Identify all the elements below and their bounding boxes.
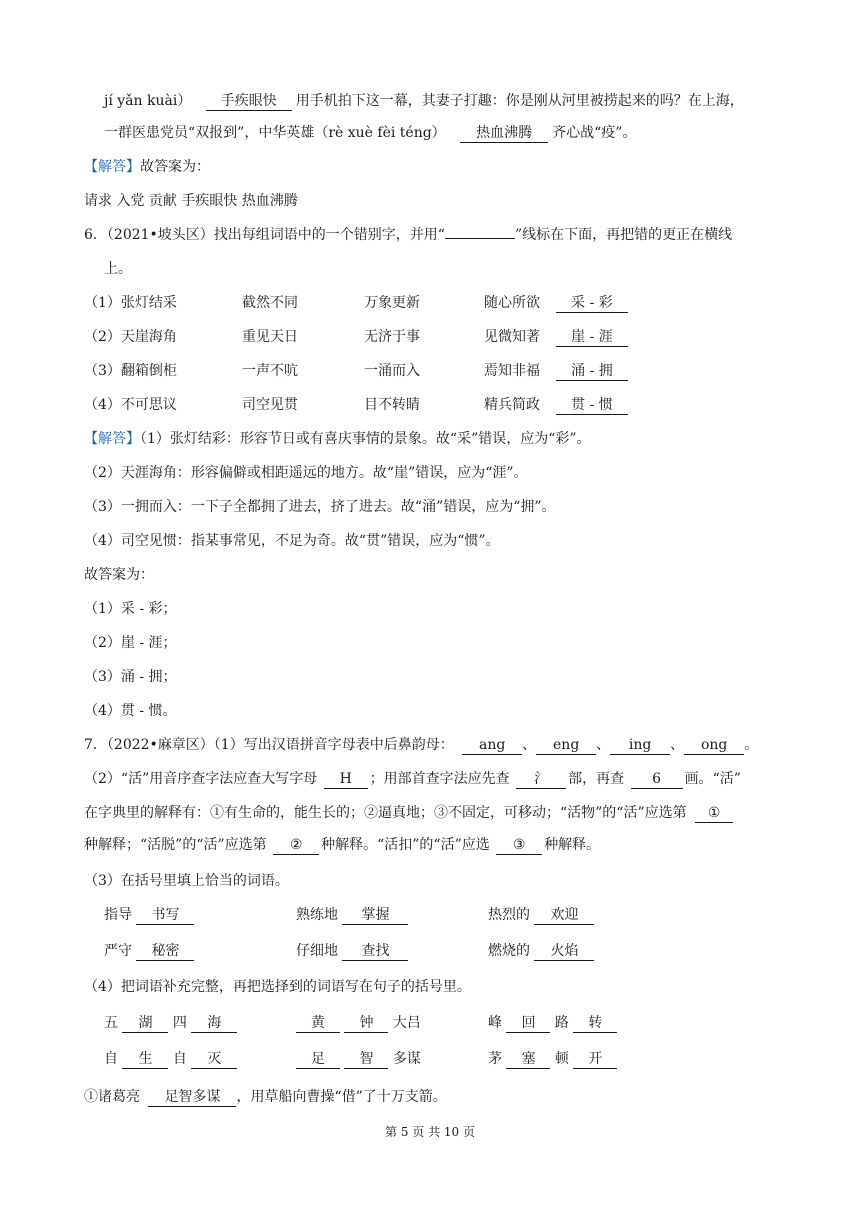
answer-blank: 生 xyxy=(122,1051,168,1069)
q6-item: 无济于事 xyxy=(364,329,420,345)
q6-item: （3）翻箱倒柜 xyxy=(84,363,177,379)
question-6-stem: 6．（2021•坡头区）找出每组词语中的一个错别字，并用“ ”线标在下面，再把错的更正在横线 xyxy=(84,227,733,243)
answer-blank: 钟 xyxy=(344,1015,388,1033)
q6-final-2: （2）崖 - 涯； xyxy=(84,635,177,651)
q6-explanation-1: 【解答】（1）张灯结彩：形容节日或有喜庆事情的景象。故“采”错误，应为“彩”。 xyxy=(84,431,591,447)
q6-final-3: （3）涌 - 拥； xyxy=(84,669,177,685)
answer-blank: H xyxy=(324,771,368,789)
answer-blank: ong xyxy=(684,737,744,755)
answer-blank: 查找 xyxy=(342,943,408,961)
question-7-sentence-1: ①诸葛亮 足智多谋 ，用草船向曹操“借”了十万支箭。 xyxy=(84,1089,447,1105)
answer-blank: 秘密 xyxy=(136,943,194,961)
answer-blank: 涌 - 拥 xyxy=(556,363,628,381)
q6-item: 见微知著 xyxy=(484,329,540,345)
answer-blank: 手疾眼快 xyxy=(206,93,292,111)
q6-final-4: （4）贯 - 惯。 xyxy=(84,703,177,719)
answer-blank: ② xyxy=(273,837,319,855)
answer-tag: 【解答】 xyxy=(84,159,140,175)
q6-item: 万象更新 xyxy=(364,295,420,311)
question-7-part-2-cont2: 种解释；“活脱”的“活”应选第 ② 种解释。“活扣”的“活”应选 ③ 种解释。 xyxy=(84,837,601,853)
answer-tag: 【解答】 xyxy=(84,431,140,447)
page-footer: 第 5 页 共 10 页 xyxy=(385,1125,475,1139)
q6-item: 焉知非福 xyxy=(484,363,540,379)
question-7-part-2: （2）“活”用音序查字法应查大写字母 H ；用部首查字法应先查 氵 部，再查 6 画。“活” xyxy=(84,771,741,787)
answer-blank: 湖 xyxy=(122,1015,168,1033)
q6-item: 司空见贯 xyxy=(242,397,298,413)
answer-blank: 氵 xyxy=(516,771,566,789)
answer-blank: 转 xyxy=(573,1015,617,1033)
answer-blank: ① xyxy=(695,805,733,823)
answer-label-line: 【解答】故答案为： xyxy=(84,159,210,175)
q6-final-label: 故答案为： xyxy=(84,567,154,583)
answer-blank: 足 xyxy=(296,1051,340,1069)
answer-blank: 黄 xyxy=(296,1015,340,1033)
q6-explanation-3: （3）一拥而入：一下子全都拥了进去，挤了进去。故“涌”错误，应为“拥”。 xyxy=(84,499,556,515)
answer-blank: eng xyxy=(536,737,596,755)
answer-blank: 海 xyxy=(191,1015,237,1033)
q6-item: 随心所欲 xyxy=(484,295,540,311)
answer-blank: 热血沸腾 xyxy=(460,125,548,143)
question-7-part-3: （3）在括号里填上恰当的词语。 xyxy=(84,873,289,889)
answer-blank: 书写 xyxy=(136,907,194,925)
q6-explanation-4: （4）司空见惯：指某事常见，不足为奇。故“贯”错误，应为“惯”。 xyxy=(84,533,500,549)
q6-item: 一声不吭 xyxy=(242,363,298,379)
q6-item: 目不转睛 xyxy=(364,397,420,413)
answer-blank: 采 - 彩 xyxy=(556,295,628,313)
q6-item: 重见天日 xyxy=(242,329,298,345)
q6-item: （4）不可思议 xyxy=(84,397,177,413)
answer-blank: 6 xyxy=(631,771,683,789)
answer-blank: 塞 xyxy=(506,1051,550,1069)
q6-item: 截然不同 xyxy=(242,295,298,311)
answer-blank: 足智多谋 xyxy=(148,1089,236,1107)
line-top-1: jí yǎn kuài） 手疾眼快 用手机拍下这一幕，其妻子打趣：你是刚从河里被捞起来的吗？在上海， xyxy=(104,93,744,109)
q6-item: 一涌而入 xyxy=(364,363,420,379)
answer-blank: ③ xyxy=(496,837,542,855)
answer-blank: 智 xyxy=(344,1051,388,1069)
question-6-stem-cont: 上。 xyxy=(104,261,132,277)
answer-blank: 掌握 xyxy=(342,907,408,925)
answer-blank: ing xyxy=(610,737,670,755)
question-7-part-2-cont: 在字典里的解释有：①有生命的，能生长的；②逼真地；③不固定，可移动；“活物”的“活”应选第 ① xyxy=(84,804,733,823)
q6-explanation-2: （2）天涯海角：形容偏僻或相距遥远的地方。故“崖”错误，应为“涯”。 xyxy=(84,465,528,481)
q6-item: （2）天崖海角 xyxy=(84,329,177,345)
answer-blank: 崖 - 涯 xyxy=(556,329,628,347)
answer-blank: 火焰 xyxy=(534,943,594,961)
answer-blank: 欢迎 xyxy=(534,907,594,925)
q6-item: 精兵简政 xyxy=(484,397,540,413)
underline-sample xyxy=(445,238,515,239)
answer-blank: 灭 xyxy=(191,1051,237,1069)
answer-blank: ang xyxy=(462,737,522,755)
answer-blank: 贯 - 惯 xyxy=(556,397,628,415)
question-7-part-1: 7．（2022•麻章区）（1）写出汉语拼音字母表中后鼻韵母： ang 、 eng 、 ing 、 ong 。 xyxy=(84,737,759,753)
answer-blank: 回 xyxy=(506,1015,550,1033)
q6-final-1: （1）采 - 彩； xyxy=(84,601,177,617)
line-top-2: 一群医患党员“双报到”，中华英雄（rè xuè fèi téng） 热血沸腾 齐心战“疫”。 xyxy=(104,125,637,141)
question-7-part-4: （4）把词语补充完整，再把选择到的词语写在句子的括号里。 xyxy=(84,979,471,995)
answer-list: 请求 入党 贡献 手疾眼快 热血沸腾 xyxy=(84,193,298,209)
q6-item: （1）张灯结采 xyxy=(84,295,177,311)
answer-blank: 开 xyxy=(573,1051,617,1069)
